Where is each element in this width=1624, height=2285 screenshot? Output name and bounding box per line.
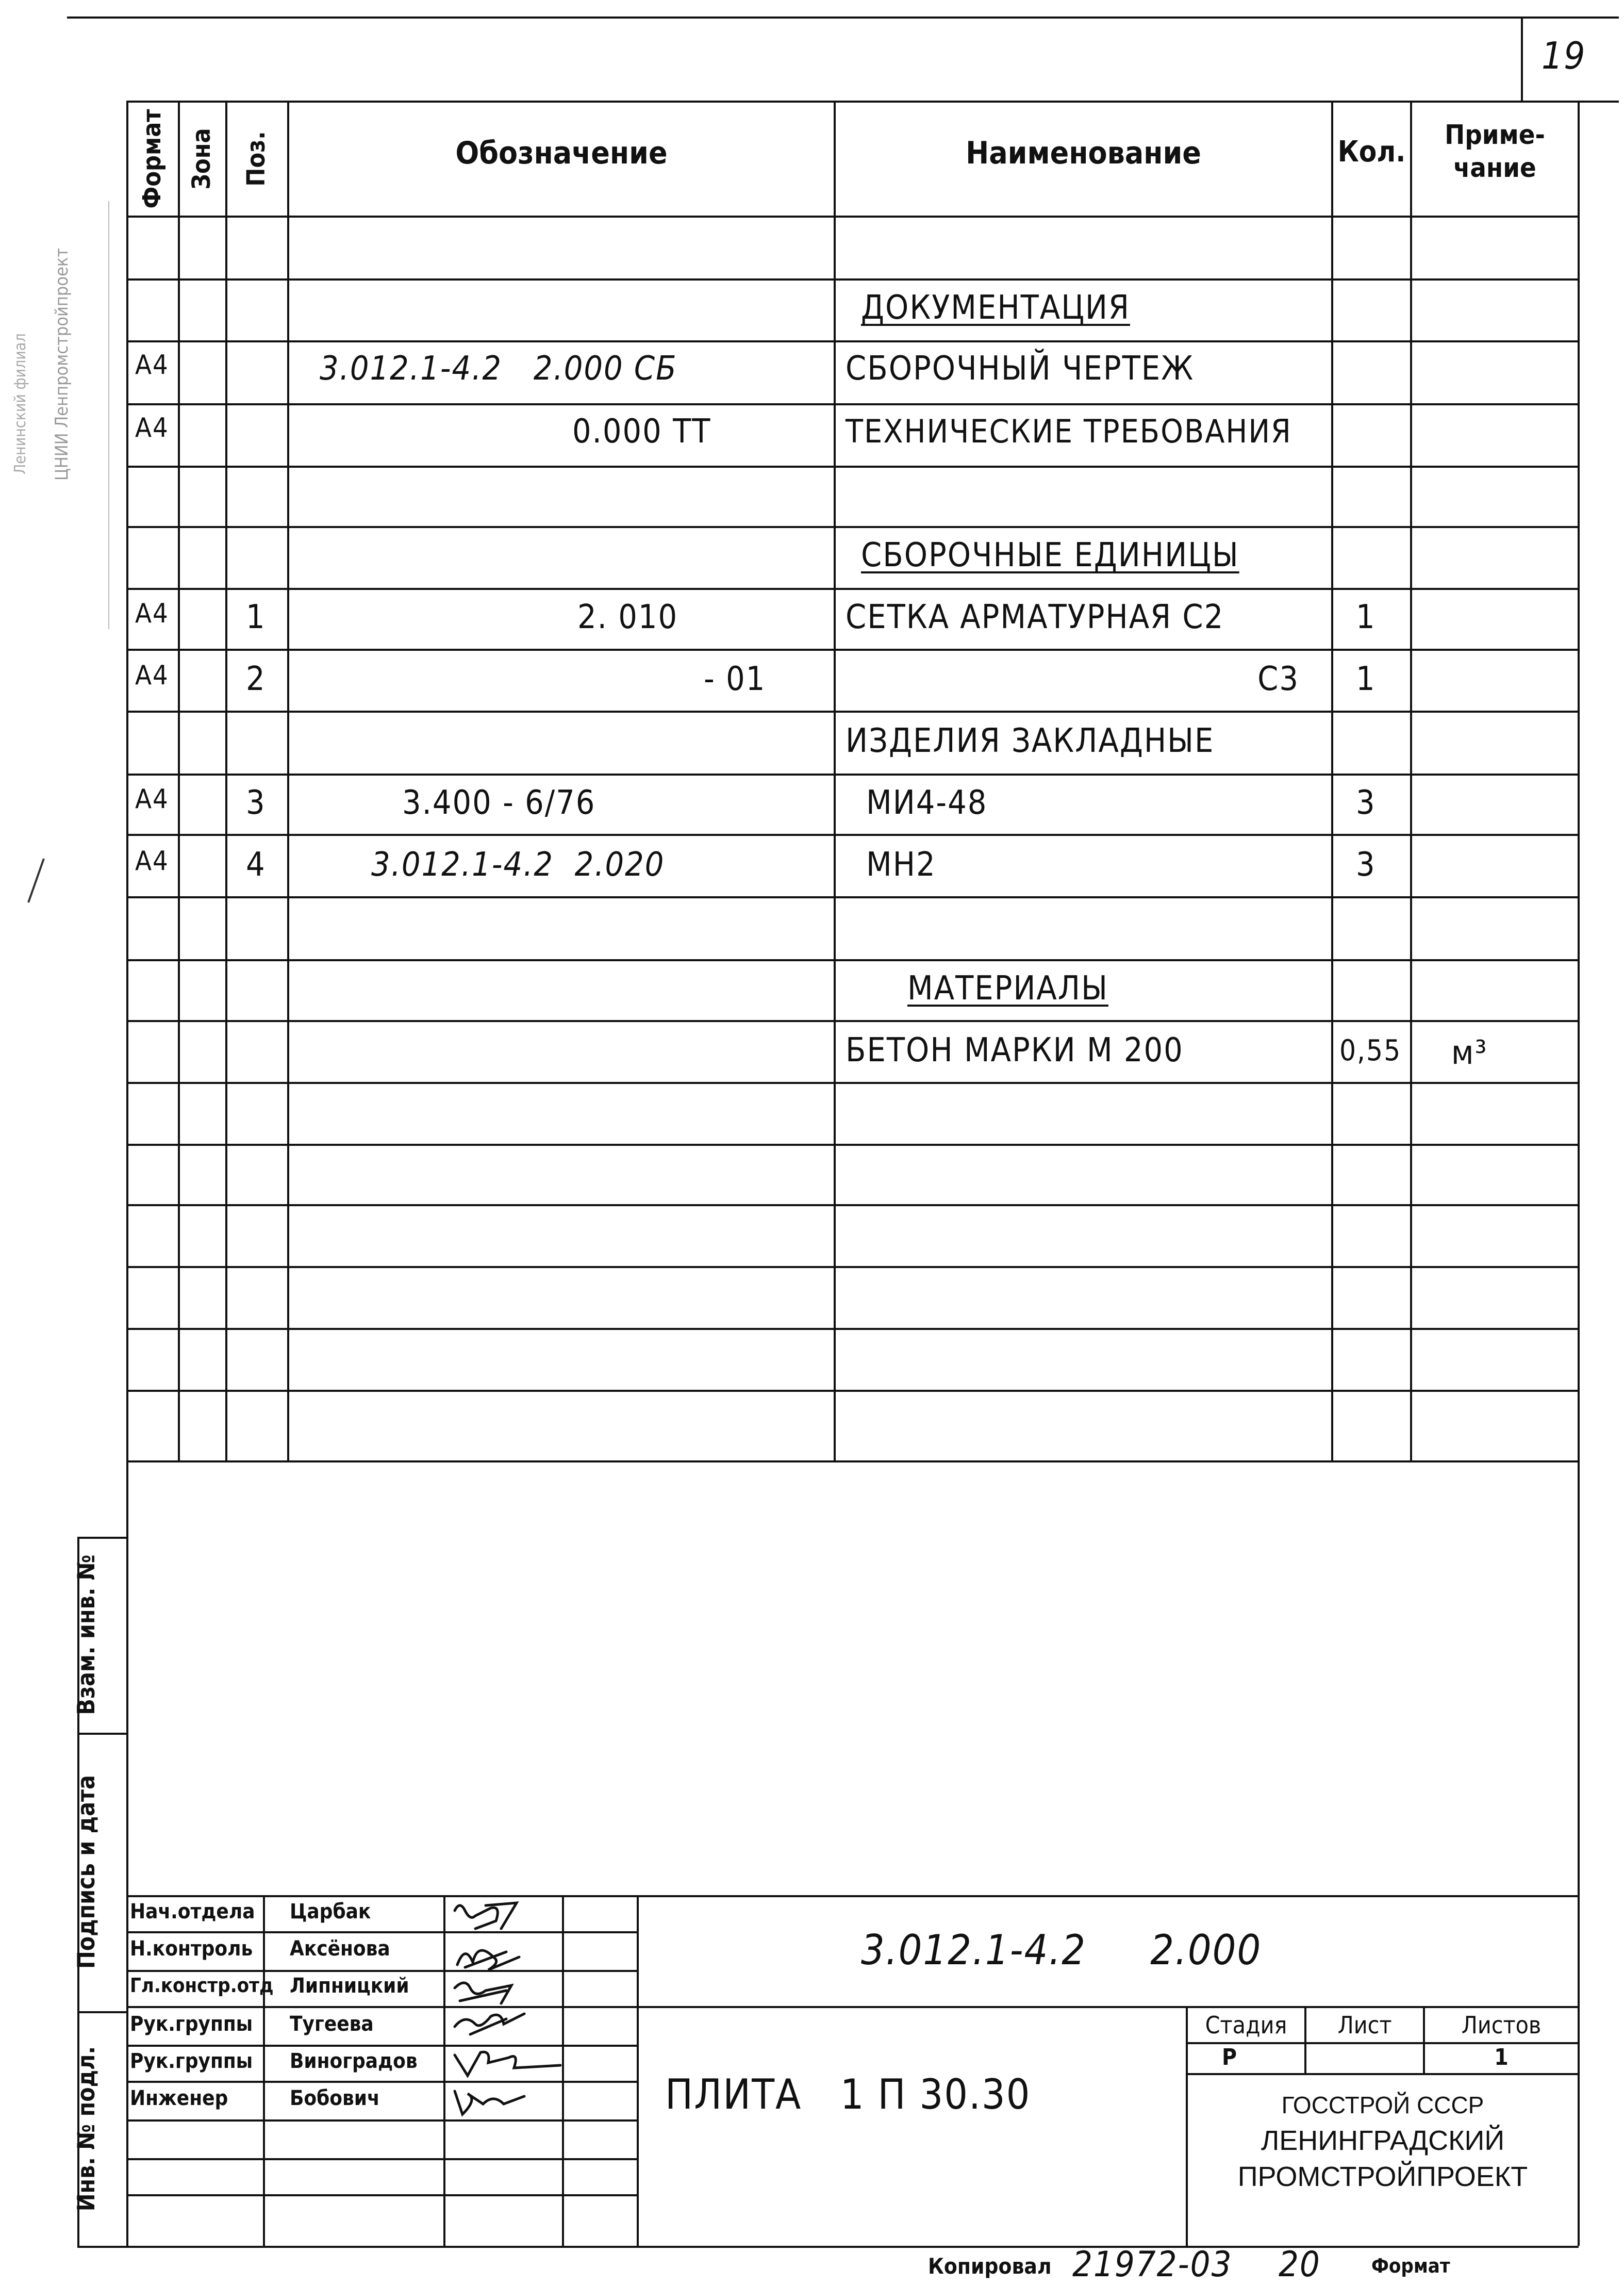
- row-name: БЕТОН МАРКИ М 200: [846, 1031, 1184, 1070]
- tb-org-line3: ПРОМСТРОЙПРОЕКТ: [1237, 2161, 1528, 2192]
- row-line: [126, 340, 1579, 342]
- row-line: [126, 526, 1579, 528]
- row-designation: 3.400 - 6/76: [402, 784, 596, 822]
- tb-org-line2: ЛЕНИНГРАДСКИЙ: [1261, 2125, 1505, 2156]
- tb-role: Инженер: [130, 2086, 228, 2110]
- tb-person: Виноградов: [290, 2049, 418, 2073]
- row-line: [126, 1390, 1579, 1392]
- row-pos: 1: [246, 598, 266, 636]
- side-inv-no: Инв. № подл.: [72, 2046, 100, 2212]
- title-block-top: [126, 1895, 1579, 1897]
- frame-bottom-border: [77, 2246, 1579, 2248]
- signature-aksenova: [457, 1950, 519, 1970]
- tb-role: Гл.констр.отд: [130, 1974, 274, 1997]
- col-zone-right: [225, 101, 227, 1462]
- faded-stamp-line2: ЦНИИ Ленпромстройпроект: [52, 248, 72, 481]
- row-pos: 3: [246, 784, 266, 822]
- row-line: [126, 1144, 1579, 1146]
- footer-copy-number: 21972-03: [1072, 2244, 1233, 2285]
- side-stamp-line: [77, 1733, 126, 1735]
- signature-tugeeva: [455, 2014, 524, 2034]
- row-line-last: [126, 1460, 1579, 1462]
- header-name: Наименование: [966, 135, 1201, 171]
- stray-mark: [23, 856, 49, 908]
- col-designation-right: [834, 101, 836, 1462]
- row-note: м³: [1451, 1034, 1488, 1072]
- tb-row-line: [126, 2158, 637, 2160]
- tb-org-line1: ГОССТРОЙ СССР: [1281, 2092, 1484, 2118]
- frame-right-border: [1578, 101, 1580, 2246]
- row-name: ТЕХНИЧЕСКИЕ ТРЕБОВАНИЯ: [846, 413, 1292, 450]
- tb-sheets-value: 1: [1494, 2044, 1509, 2070]
- section-materials: МАТЕРИАЛЫ: [907, 969, 1108, 1008]
- row-name: МН2: [866, 846, 936, 884]
- header-format: Формат: [138, 109, 167, 209]
- signatures: [444, 1895, 635, 2122]
- tb-role: Рук.группы: [130, 2012, 253, 2036]
- row-line: [126, 959, 1579, 961]
- row-designation: 0.000 ТТ: [572, 413, 711, 451]
- tb-person: Царбак: [290, 1900, 371, 1924]
- section-documentation: ДОКУМЕНТАЦИЯ: [861, 289, 1130, 327]
- header-designation: Обозначение: [455, 135, 668, 171]
- tb-product: ПЛИТА 1 П 30.30: [665, 2070, 1031, 2118]
- tb-person: Тугеева: [290, 2012, 374, 2036]
- col-format-right: [178, 101, 180, 1462]
- row-line: [126, 278, 1579, 281]
- row-qty: 1: [1356, 660, 1376, 698]
- header-note: Приме- чание: [1445, 120, 1545, 184]
- row-pos: 4: [246, 846, 266, 884]
- tb-col-line: [637, 1895, 639, 2246]
- tb-row-line: [126, 2194, 637, 2196]
- tb-doc-code: 3.012.1-4.2 2.000: [861, 1926, 1262, 1974]
- row-line: [126, 1204, 1579, 1206]
- signature-vinogradov: [455, 2052, 560, 2076]
- tb-role: Нач.отдела: [130, 1900, 255, 1924]
- row-line: [126, 1082, 1579, 1084]
- tb-sheet-label: Лист: [1337, 2011, 1392, 2039]
- page-number-box-left: [1521, 17, 1523, 102]
- tb-sheets-label: Листов: [1461, 2011, 1542, 2039]
- tb-role: Рук.группы: [130, 2049, 253, 2073]
- footer-copy-sheet: 20: [1279, 2244, 1321, 2285]
- frame-top-line: [67, 17, 1619, 19]
- tb-stage-line: [1186, 2073, 1579, 2075]
- row-format: А4: [135, 784, 169, 815]
- tb-person: Бобович: [290, 2086, 380, 2110]
- frame-spec-top-line: [126, 101, 1619, 103]
- col-qty-right: [1410, 101, 1412, 1462]
- signature-tsarbak: [455, 1903, 517, 1929]
- row-qty: 3: [1356, 846, 1376, 884]
- row-format: А4: [135, 350, 169, 381]
- tb-stage-label: Стадия: [1205, 2011, 1287, 2039]
- row-designation: - 01: [704, 660, 766, 698]
- row-line: [126, 1266, 1579, 1268]
- row-designation: 2. 010: [577, 598, 678, 636]
- col-name-right: [1331, 101, 1333, 1462]
- row-pos: 2: [246, 660, 266, 698]
- signature-bobovich: [455, 2091, 524, 2114]
- row-format: А4: [135, 660, 169, 691]
- side-sign-date: Подпись и дата: [72, 1775, 100, 1969]
- tb-person: Аксёнова: [290, 1937, 390, 1961]
- row-line: [126, 711, 1579, 713]
- row-designation: 3.012.1-4.2 2.020: [371, 846, 665, 884]
- page-number: 19: [1542, 34, 1586, 77]
- footer-copied-label: Копировал: [928, 2254, 1052, 2279]
- row-name: МИ4-48: [866, 784, 988, 822]
- row-line: [126, 834, 1579, 836]
- row-line: [126, 896, 1579, 898]
- section-embedded-items: ИЗДЕЛИЯ ЗАКЛАДНЫЕ: [846, 722, 1215, 760]
- faded-stamp-border: [108, 201, 109, 629]
- row-line: [126, 1328, 1579, 1330]
- tb-stage-value: Р: [1222, 2044, 1237, 2070]
- header-zone: Зона: [187, 128, 216, 190]
- header-qty: Кол.: [1337, 135, 1406, 169]
- tb-col-line: [263, 1895, 265, 2246]
- row-name: СБОРОЧНЫЙ ЧЕРТЕЖ: [846, 350, 1195, 388]
- side-stamp-line: [77, 2011, 126, 2013]
- header-pos: Поз.: [242, 131, 271, 187]
- signature-lipnitsky: [455, 1983, 511, 2003]
- row-qty: 3: [1356, 784, 1376, 822]
- tb-row-line: [126, 2006, 1579, 2008]
- side-replace-inv: Взам. инв. №: [72, 1554, 100, 1715]
- row-format: А4: [135, 598, 169, 629]
- tb-person: Липницкий: [290, 1974, 409, 1998]
- frame-left-border: [126, 101, 128, 2246]
- row-line: [126, 588, 1579, 590]
- row-line: [126, 1020, 1579, 1022]
- tb-role: Н.контроль: [130, 1937, 253, 1961]
- row-qty: 1: [1356, 598, 1376, 636]
- row-format: А4: [135, 846, 169, 877]
- row-qty: 0,55: [1339, 1034, 1402, 1067]
- row-name: С3: [1257, 660, 1299, 698]
- side-stamp-line: [77, 1537, 126, 1539]
- row-line-header: [126, 216, 1579, 218]
- row-name: СЕТКА АРМАТУРНАЯ С2: [846, 598, 1224, 636]
- col-pos-right: [287, 101, 289, 1462]
- row-line: [126, 649, 1579, 651]
- row-line: [126, 403, 1579, 405]
- section-assembly-units: СБОРОЧНЫЕ ЕДИНИЦЫ: [861, 536, 1239, 574]
- footer-format-label: Формат: [1371, 2255, 1450, 2277]
- row-designation: 3.012.1-4.2 2.000 СБ: [320, 350, 677, 388]
- row-line: [126, 466, 1579, 468]
- row-format: А4: [135, 413, 169, 443]
- faded-stamp-line1: Ленинский филиал: [11, 333, 29, 474]
- row-line: [126, 774, 1579, 776]
